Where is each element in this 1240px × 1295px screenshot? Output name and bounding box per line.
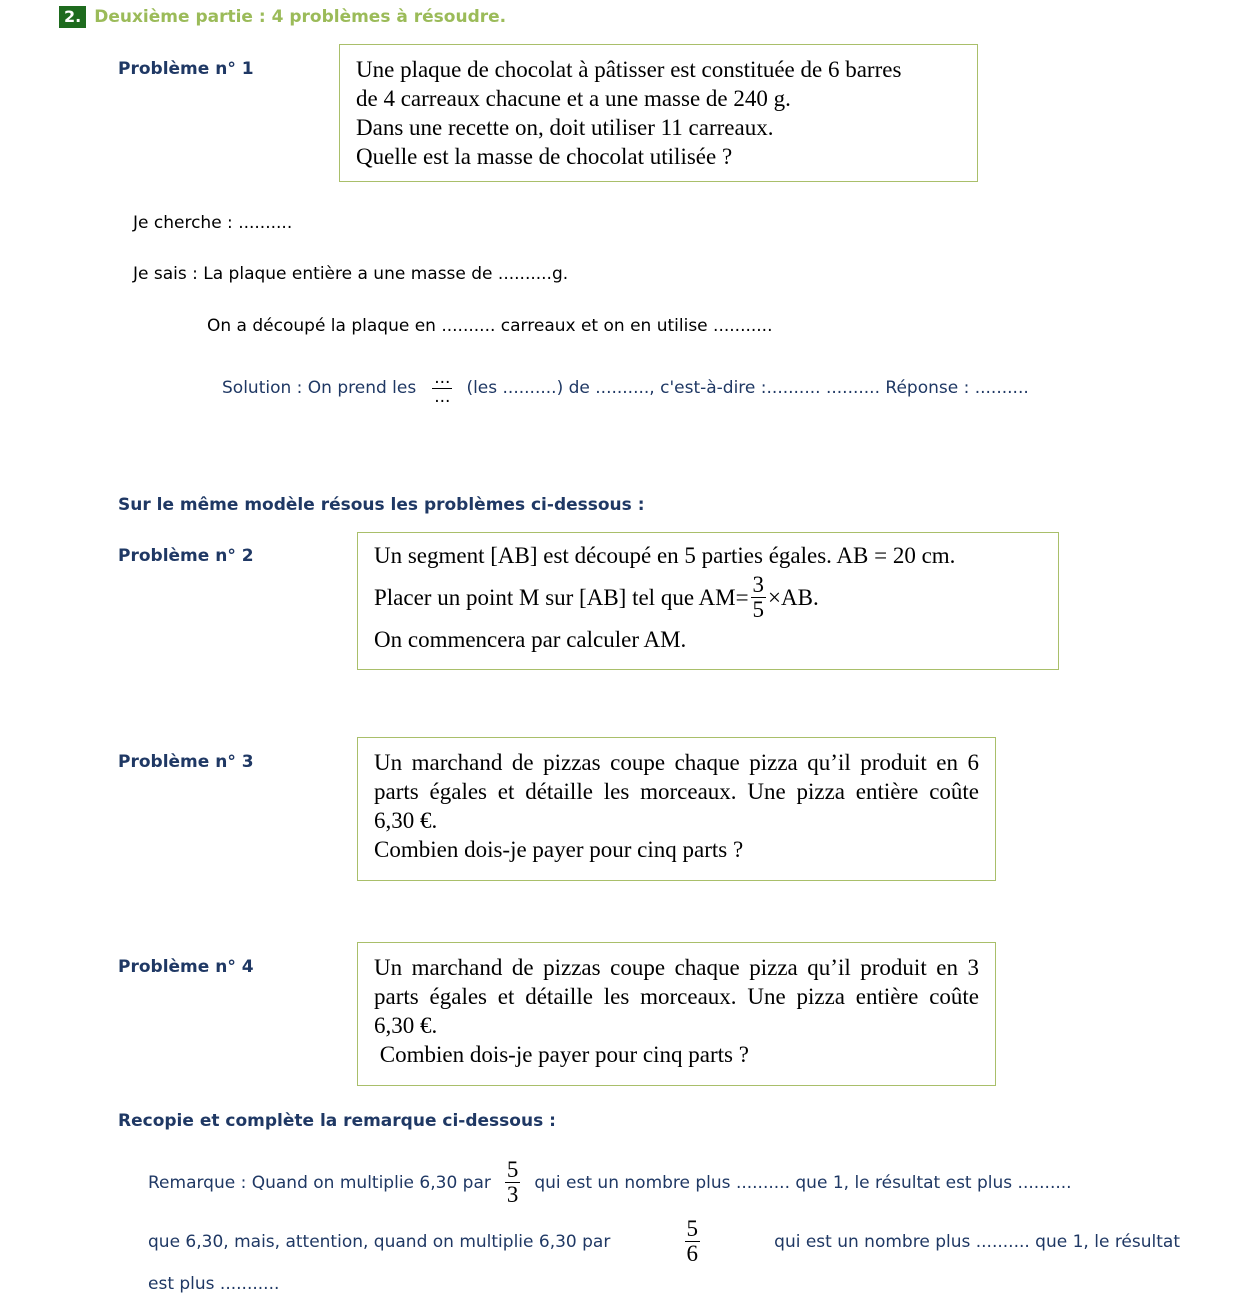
problem-2-line-1: Un segment [AB] est découpé en 5 parties égales. AB = 20 cm.: [374, 543, 956, 568]
problem-1-box: [339, 44, 978, 182]
problem-3-box: [357, 737, 996, 881]
problem-3-question: Combien dois-je payer pour cinq parts ?: [374, 837, 744, 862]
problem-1-line: de 4 carreaux chacune et a une masse de 240 g.: [356, 86, 791, 111]
problem-2-label: Problème n° 2: [118, 546, 254, 566]
solution-fraction-denominator: ...: [434, 386, 451, 407]
decoupe-line: On a découpé la plaque en .......... carreaux et on en utilise ...........: [207, 316, 773, 336]
remark-fraction-1: [505, 1158, 521, 1207]
problem-2-fraction: [751, 573, 767, 622]
problem-2-line-2: [374, 573, 1042, 622]
problem-2-line-2-prefix: Placer un point M sur [AB] tel que AM=: [374, 585, 749, 611]
section-heading: [59, 6, 506, 28]
remark-instruction: Recopie et complète la remarque ci-dessous :: [118, 1111, 556, 1131]
remark-fraction-2-denominator: 6: [686, 1241, 698, 1267]
problem-2-fraction-denominator: 5: [752, 597, 765, 623]
solution-fraction-numerator: ...: [434, 368, 451, 388]
problem-1-label: Problème n° 1: [118, 59, 254, 79]
problem-4-box: [357, 942, 996, 1086]
remark-fraction-2: [685, 1217, 701, 1266]
remark-fraction-2-numerator: 5: [686, 1216, 698, 1241]
section-title: Deuxième partie : 4 problèmes à résoudre.: [94, 7, 507, 27]
problem-4-paragraph: Un marchand de pizzas coupe chaque pizza qu’il produit en 3 parts égales et détaille les morceaux. Une pizza entière coûte 6,30 €.: [374, 955, 979, 1038]
solution-fraction: [432, 370, 452, 407]
remark-fraction-1-numerator: 5: [506, 1157, 519, 1182]
problem-3-paragraph: Un marchand de pizzas coupe chaque pizza qu’il produit en 6 parts égales et détaille les morceaux. Une pizza entière coûte 6,30 €.: [374, 750, 979, 833]
model-instruction: Sur le même modèle résous les problèmes ci-dessous :: [118, 495, 645, 515]
remark-part-1: Remarque : Quand on multiplie 6,30 par: [148, 1172, 491, 1193]
problem-1-line: Dans une recette on, doit utiliser 11 carreaux.: [356, 115, 774, 140]
problem-2-line-3: On commencera par calculer AM.: [374, 627, 687, 653]
remark-line-1: [148, 1158, 1180, 1207]
problem-2-fraction-numerator: 3: [752, 572, 765, 597]
remark-part-4: qui est un nombre plus .......... que 1, le résultat: [774, 1231, 1180, 1252]
problem-4-label: Problème n° 4: [118, 957, 254, 977]
solution-line: [222, 370, 1029, 407]
problem-2-line-2-suffix: ×AB.: [768, 585, 819, 611]
remark-part-3: que 6,30, mais, attention, quand on multiplie 6,30 par: [148, 1231, 611, 1252]
remark-part-2: qui est un nombre plus .......... que 1, le résultat est plus ..........: [534, 1172, 1072, 1193]
section-number: 2.: [59, 6, 86, 28]
remark-line-2: [148, 1217, 1180, 1266]
problem-1-line: Une plaque de chocolat à pâtisser est constituée de 6 barres: [356, 57, 902, 82]
problem-3-label: Problème n° 3: [118, 752, 254, 772]
solution-suffix: (les ..........) de .........., c'est-à-dire :.......... .......... Réponse : ..........: [466, 378, 1029, 399]
solution-prefix: Solution : On prend les: [222, 378, 417, 399]
remark-fraction-1-denominator: 3: [506, 1182, 519, 1208]
je-cherche-line: Je cherche : ..........: [133, 213, 293, 233]
problem-2-box: [357, 532, 1059, 670]
remark-line-3: est plus ...........: [148, 1274, 280, 1294]
problem-4-question: Combien dois-je payer pour cinq parts ?: [374, 1042, 749, 1067]
problem-1-line: Quelle est la masse de chocolat utilisée ?: [356, 144, 733, 169]
je-sais-line: Je sais : La plaque entière a une masse de ..........g.: [133, 264, 569, 284]
